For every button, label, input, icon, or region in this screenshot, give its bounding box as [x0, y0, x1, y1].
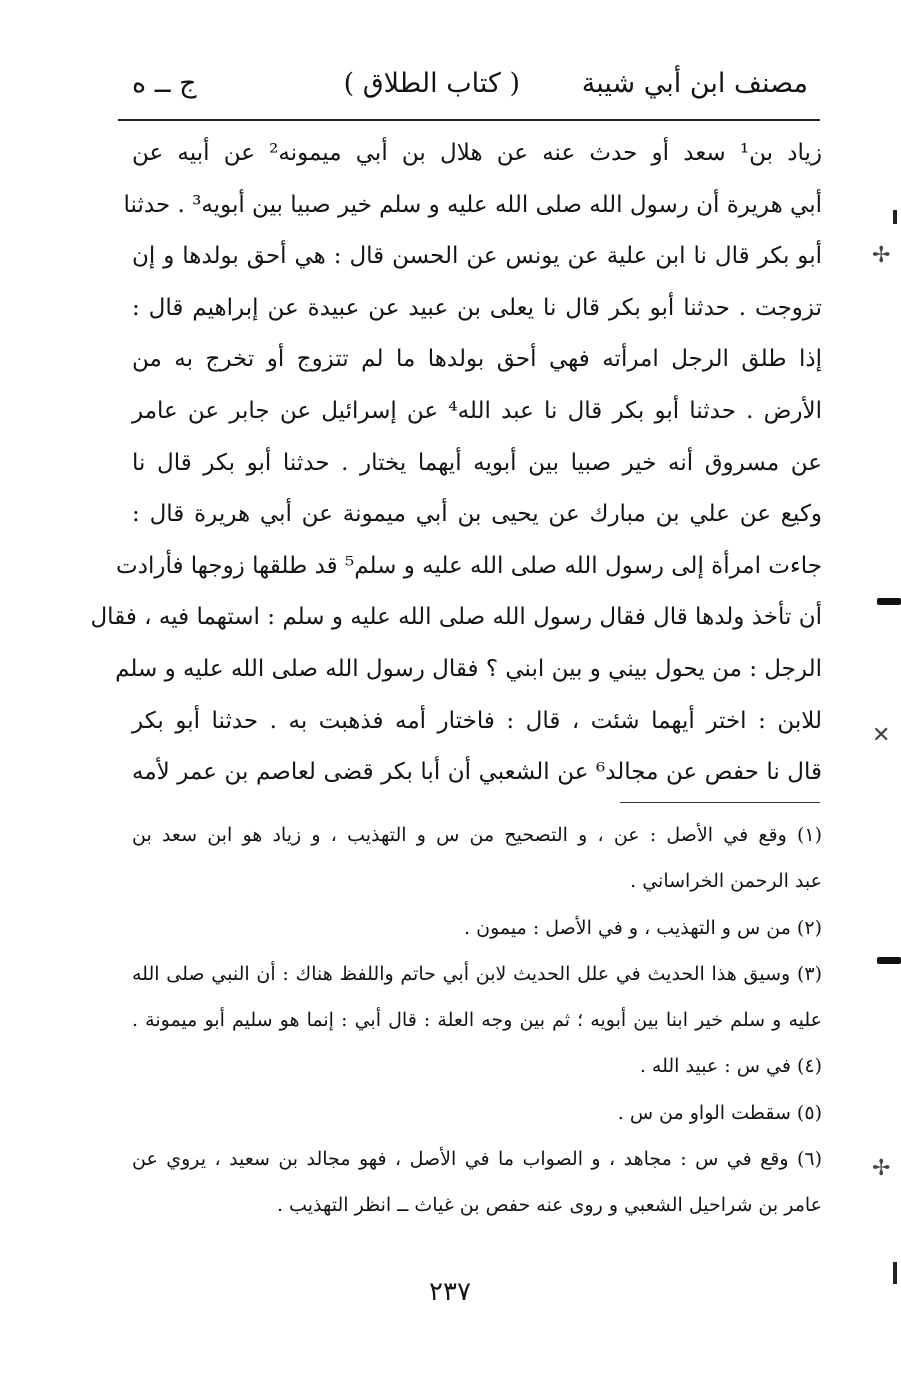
text-line: إذا طلق الرجل امرأته فهي أحق بولدها ما لم تتزوج أو تخرج به من [132, 346, 822, 373]
text-line: وكيع عن علي بن مبارك عن يحيى بن أبي ميمونة عن أبي هريرة قال : [132, 501, 822, 528]
scan-mark-icon: ✢ [872, 243, 891, 268]
volume-label: ج ــ ه [132, 68, 197, 99]
running-header [120, 56, 820, 112]
text-line: جاءت امرأة إلى رسول الله صلى الله عليه و سلم⁵ قد طلقها زوجها فأرادت [116, 552, 822, 579]
chapter-title: ( كتاب الطلاق ) [343, 68, 520, 99]
footnote-rule [620, 802, 820, 803]
text-line: الأرض . حدثنا أبو بكر قال نا عبد الله⁴ عن إسرائيل عن جابر عن عامر [132, 397, 823, 424]
text-line: الرجل : من يحول بيني و بين ابني ؟ فقال رسول الله صلى الله عليه و سلم [115, 655, 822, 682]
scan-tick-icon [893, 210, 897, 224]
footnote-line: (٢) من س و التهذيب ، و في الأصل : ميمون . [464, 916, 822, 939]
scan-tick-icon [893, 1262, 897, 1284]
footnote-line: (٤) في س : عبيد الله . [639, 1055, 822, 1078]
book-title: مصنف ابن أبي شيبة [581, 68, 808, 99]
header-rule [118, 119, 820, 121]
page-number: ٢٣٧ [429, 1277, 471, 1307]
main-text [90, 128, 823, 799]
text-line: أبي هريرة أن رسول الله صلى الله عليه و سلم خير صبيا بين أبويه³ . حدثنا [123, 191, 822, 218]
text-line: للابن : اختر أيهما شئت ، قال : فاختار أمه فذهبت به . حدثنا أبو بكر [132, 707, 822, 734]
footnote-line: (١) وقع في الأصل : عن ، و التصحيح من س و التهذيب ، و زياد هو ابن سعد بن [132, 824, 822, 846]
text-line: عن مسروق أنه خير صبيا بين أبويه أيهما يختار . حدثنا أبو بكر قال نا [132, 449, 822, 476]
text-line: أبو بكر قال نا ابن علية عن يونس عن الحسن قال : هي أحق بولدها و إن [132, 243, 822, 270]
footnotes [132, 812, 822, 1229]
text-line: تزوجت . حدثنا أبو بكر قال نا يعلى بن عبيد عن عبيدة عن إبراهيم قال : [132, 294, 822, 321]
footnote-line: (٣) وسيق هذا الحديث في علل الحديث لابن أبي حاتم واللفظ هناك : أن النبي صلى الله [132, 962, 822, 985]
scan-dash-icon [877, 598, 901, 605]
footnote-line: عبد الرحمن الخراساني . [630, 870, 822, 893]
footnote-line: (٦) وقع في س : مجاهد ، و الصواب ما في الأصل ، فهو مجالد بن سعيد ، يروي عن [132, 1148, 822, 1171]
text-line: زياد بن¹ سعد أو حدث عنه عن هلال بن أبي ميمونه² عن أبيه عن [132, 140, 823, 166]
footnote-line: عامر بن شراحيل الشعبي و روى عنه حفص بن غياث ــ انظر التهذيب . [276, 1194, 822, 1217]
footnote-line: عليه و سلم خير ابنا بين أبويه ؛ ثم بين وجه العلة : قال أبي : إنما هو سليم أبو ميمونة . [132, 1009, 822, 1032]
scan-mark-icon: ✕ [872, 723, 891, 748]
text-line: قال نا حفص عن مجالد⁶ عن الشعبي أن أبا بكر قضى لعاصم بن عمر لأمه [132, 759, 822, 786]
scan-mark-icon: ✢ [872, 1156, 891, 1181]
text-line: أن تأخذ ولدها قال فقال رسول الله صلى الله عليه و سلم : استهما فيه ، فقال [90, 604, 822, 631]
scan-dash-icon [877, 957, 901, 964]
footnote-line: (٥) سقطت الواو من س . [617, 1101, 822, 1124]
